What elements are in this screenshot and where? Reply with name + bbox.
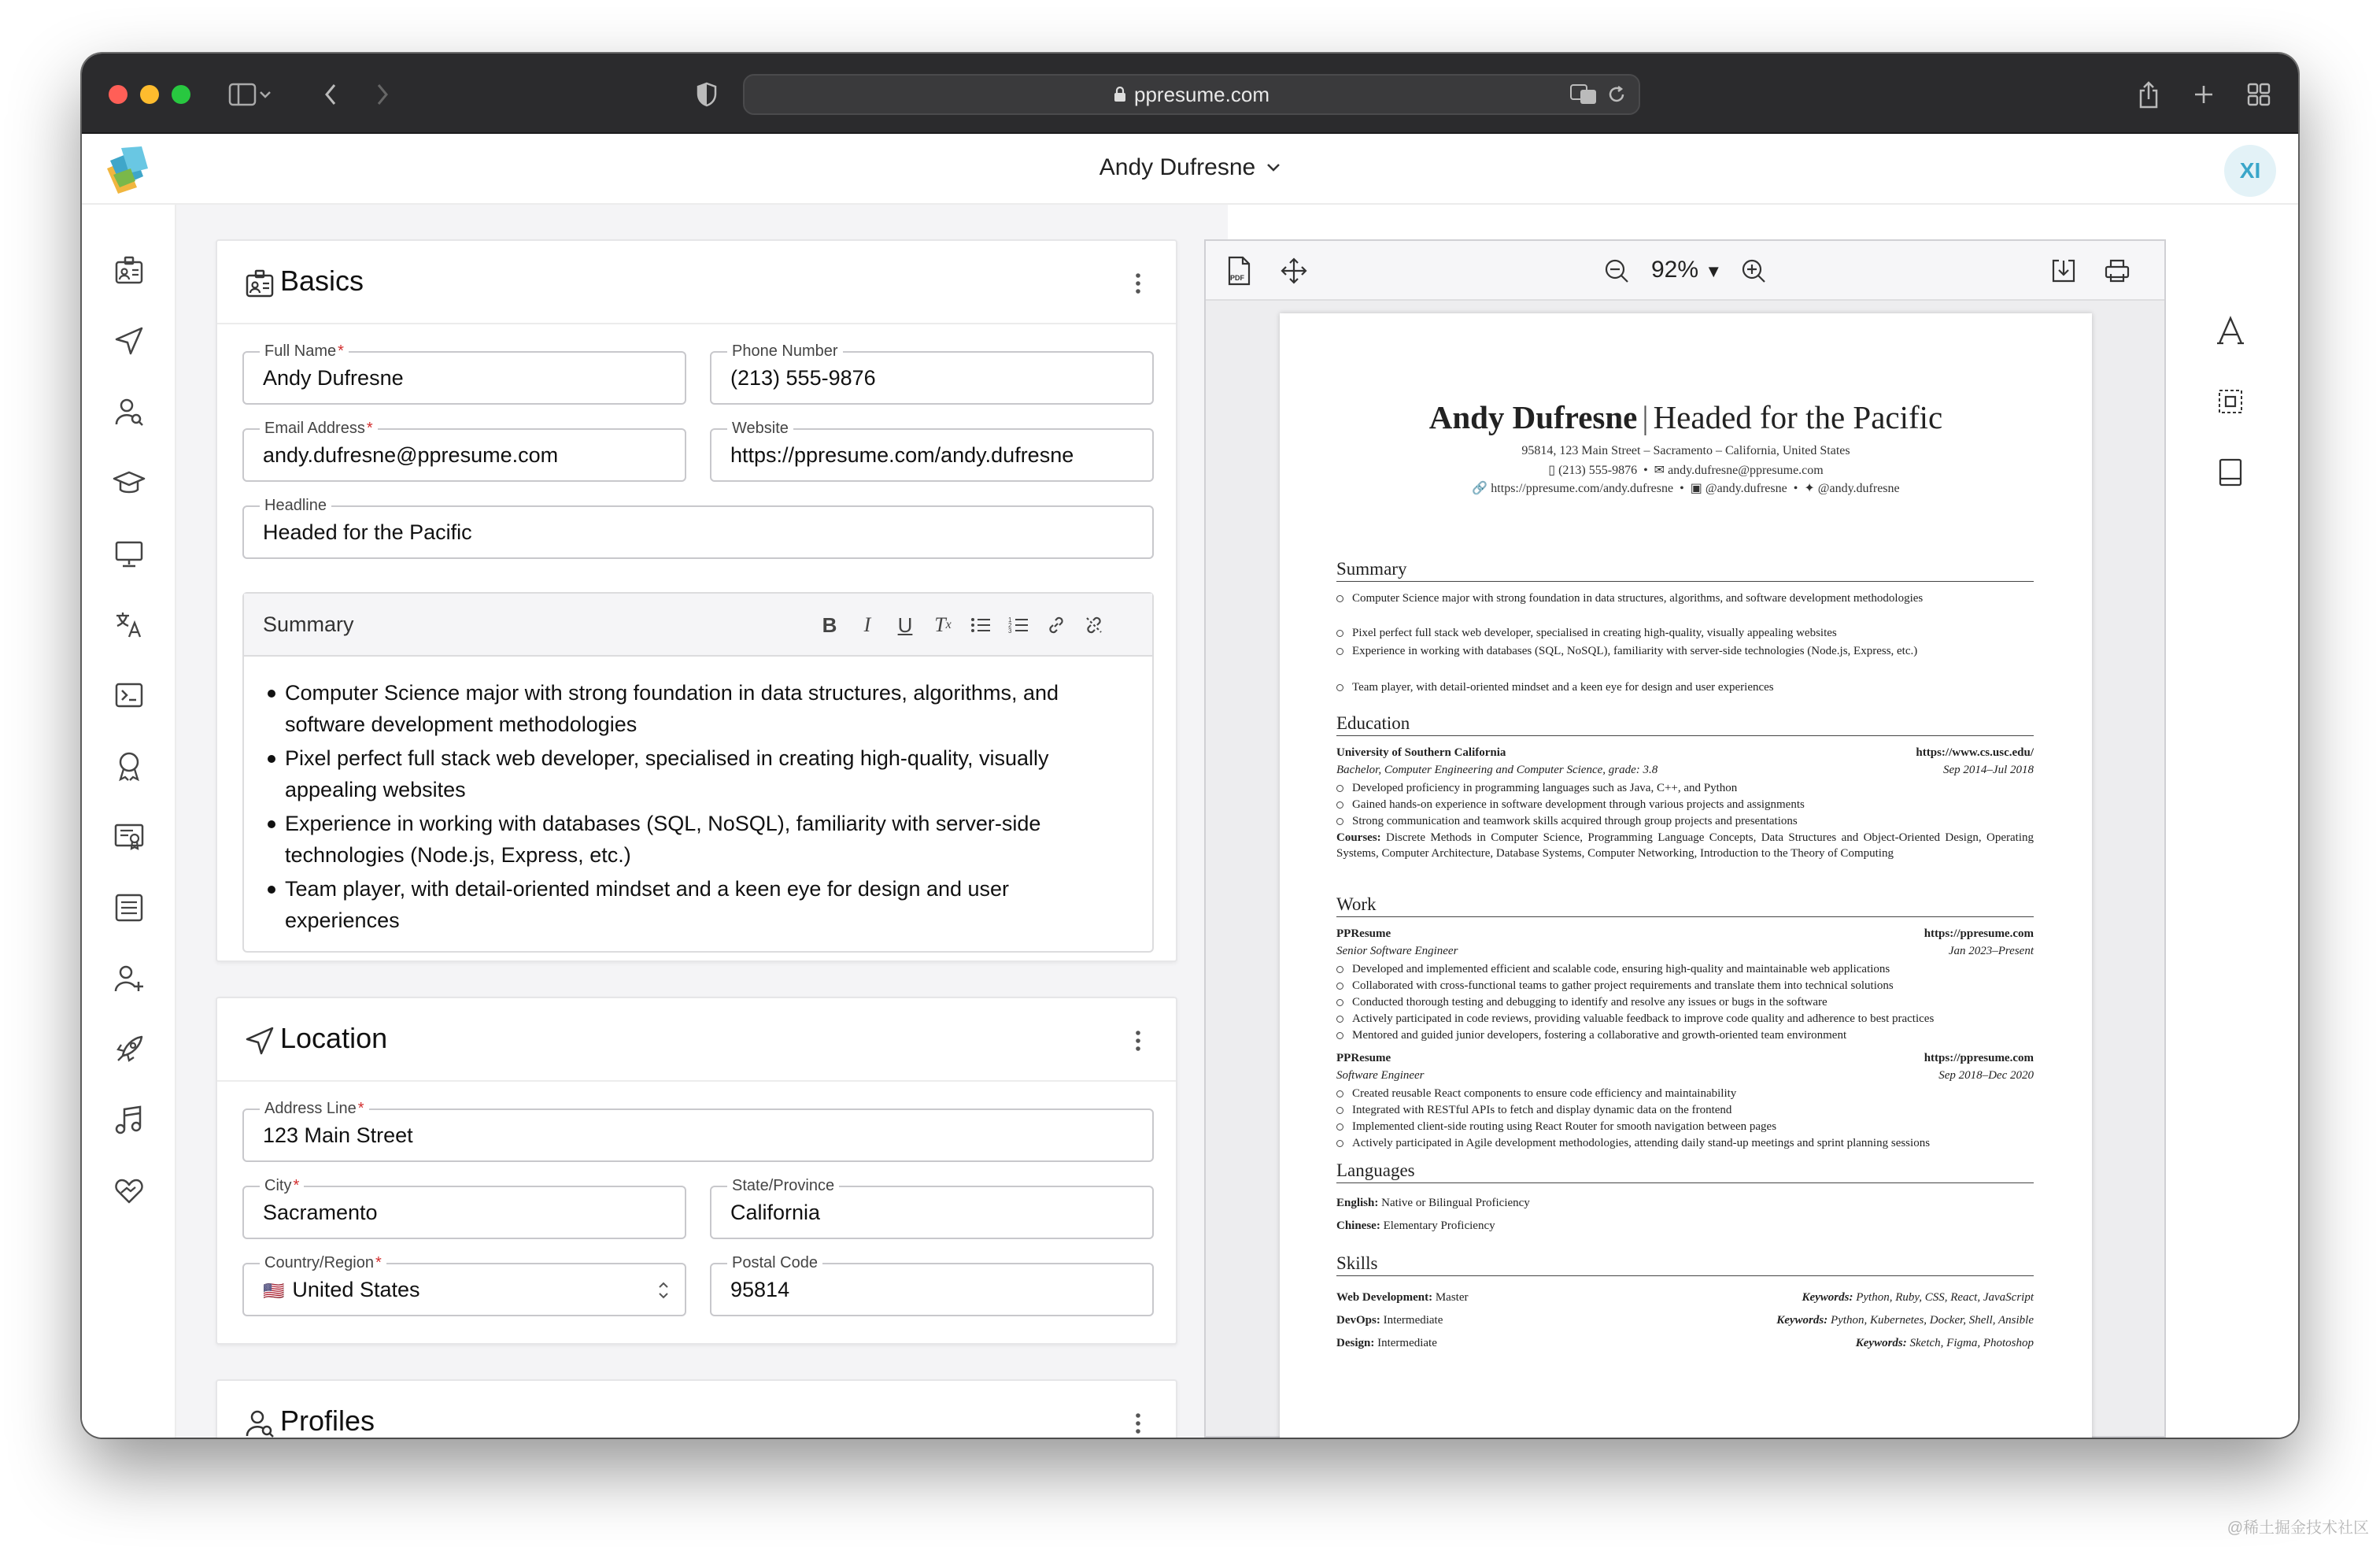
card-title: Location (280, 1022, 388, 1054)
share-icon[interactable] (2128, 74, 2169, 115)
resume-bullet: Integrated with RESTful APIs to fetch and display dynamic data on the frontend (1336, 1102, 2034, 1119)
skill-name: Design: (1336, 1337, 1375, 1349)
minimize-window-button[interactable] (140, 85, 159, 104)
link-icon[interactable] (1042, 611, 1070, 639)
template-icon[interactable] (2210, 452, 2251, 493)
country-value: United States (292, 1278, 420, 1301)
summary-label: Summary (263, 613, 354, 636)
language-level: Native or Bilingual Proficiency (1381, 1197, 1530, 1209)
skill-keywords: Python, Kubernetes, Docker, Shell, Ansible (1830, 1314, 2034, 1327)
chevron-down-icon[interactable] (253, 74, 277, 115)
skill-keywords: Python, Ruby, CSS, React, JavaScript (1856, 1291, 2034, 1304)
resume-section-title: Education (1336, 713, 2034, 736)
full-name-field[interactable]: Full Name * Andy Dufresne (242, 351, 686, 405)
postal-code-field[interactable] (710, 1254, 1154, 1316)
field-value: https://ppresume.com/andy.dufresne (730, 443, 1074, 467)
languages-icon[interactable] (111, 606, 147, 642)
github-icon: ▣ (1690, 482, 1702, 495)
education-icon[interactable] (111, 464, 147, 501)
resume-page (1280, 313, 2092, 1438)
awards-icon[interactable] (111, 748, 147, 784)
reload-icon[interactable] (1601, 79, 1632, 110)
resume-bullet: Team player, with detail-oriented mindset and a keen eye for design and user experiences (1336, 679, 2034, 696)
basics-icon (244, 268, 275, 299)
unlink-icon[interactable] (1080, 611, 1108, 639)
clear-format-icon[interactable]: T x (934, 613, 952, 636)
headline-field[interactable] (242, 497, 1154, 559)
edu-url: https://www.cs.usc.edu/ (1916, 746, 2034, 759)
keywords-label: Keywords: (1855, 1337, 1907, 1349)
summary-item: Pixel perfect full stack web developer, specialised in creating high-quality, visually appealing websites (268, 742, 1121, 805)
skill-level: Intermediate (1377, 1337, 1437, 1349)
privacy-shield-icon[interactable] (686, 74, 727, 115)
resume-contact-line: ▯ (213) 555-9876 • ✉ andy.dufresne@ppresume.com (1548, 464, 1824, 477)
resume-bullet: Computer Science major with strong foundation in data structures, algorithms, and software development methodologies (1336, 590, 2034, 607)
address-bar[interactable] (743, 74, 1640, 115)
translate-icon[interactable] (1568, 79, 1599, 110)
resume-name: Andy Dufresne (1428, 399, 1638, 435)
resume-section-title: Summary (1336, 559, 2034, 582)
profiles-icon[interactable] (111, 394, 147, 430)
language-name: Chinese: (1336, 1219, 1380, 1232)
field-label: State/Province (727, 1176, 839, 1195)
field-label: Phone Number (727, 342, 843, 361)
field-label: Full Name (264, 342, 337, 360)
edu-dates: Sep 2014–Jul 2018 (1943, 764, 2034, 776)
twitter-icon: ✦ (1804, 482, 1815, 495)
pdf-preview (1204, 239, 2166, 1438)
resume-courses (1336, 830, 2034, 861)
zoom-out-icon[interactable] (1599, 254, 1634, 288)
phone-icon: ▯ (1548, 464, 1556, 477)
resume-section-title: Languages (1336, 1160, 2034, 1183)
new-tab-icon[interactable] (2183, 74, 2224, 115)
underline-icon[interactable]: U (897, 613, 913, 637)
courses-text: Discrete Methods in Computer Science, Programming Language Concepts, Data Structures and Object-Oriented Design, Operating Systems, Computer Architecture, Database Systems, Computer Networking, Introduction to the Theory of Computing (1336, 831, 2034, 860)
keywords-label: Keywords: (1802, 1291, 1853, 1304)
bold-icon[interactable]: B (822, 613, 837, 637)
zoom-in-icon[interactable] (1736, 254, 1771, 288)
resume-phone: (213) 555-9876 (1558, 464, 1638, 477)
resume-headline: Headed for the Pacific (1653, 399, 1943, 435)
courses-label: Courses: (1336, 831, 1381, 844)
location-icon[interactable] (111, 323, 147, 359)
field-value: Headed for the Pacific (263, 520, 472, 544)
watermark: @稀土掘金技术社区 (2227, 1519, 2369, 1537)
city-field[interactable]: City * Sacramento (242, 1186, 686, 1239)
summary-item: Experience in working with databases (SQL, NoSQL), familiarity with server-side technologies (Node.js, Express, etc.) (268, 808, 1121, 871)
resume-section-title: Work (1336, 894, 2034, 917)
skill-level: Master (1435, 1291, 1469, 1304)
field-label: Website (727, 419, 793, 438)
field-value: 95814 (730, 1278, 790, 1301)
resume-bullet: Pixel perfect full stack web developer, specialised in creating high-quality, visually appealing websites (1336, 625, 2034, 642)
zoom-window-button[interactable] (172, 85, 190, 104)
summary-toolbar (244, 594, 1152, 657)
edu-school: University of Southern California (1336, 746, 1506, 759)
resume-edu-row (1336, 762, 2034, 778)
state-field[interactable] (710, 1177, 1154, 1239)
resume-work-row (1336, 943, 2034, 959)
work-icon[interactable] (111, 535, 147, 572)
resume-bullet: Developed and implemented efficient and scalable code, ensuring high-quality and maintainable web applications (1336, 961, 2034, 978)
resume-skill-row (1336, 1290, 2034, 1305)
pdf-label: PDF (1230, 274, 1244, 282)
resume-work-row (1336, 1050, 2034, 1066)
resume-email: andy.dufresne@ppresume.com (1668, 464, 1824, 477)
resume-bullet: Conducted thorough testing and debugging to identify and resolve any issues or bugs in the software (1336, 994, 2034, 1011)
resume-bullet: Mentored and guided junior developers, fostering a collaborative and growth-oriented team environment (1336, 1027, 2034, 1044)
select-updown-icon (658, 1280, 669, 1301)
summary-editor[interactable] (242, 592, 1154, 953)
location-icon (244, 1025, 275, 1057)
field-label: Country/Region (264, 1254, 374, 1271)
italic-icon[interactable]: I (863, 613, 871, 636)
editor-panel (176, 205, 1228, 1438)
basics-icon[interactable] (111, 252, 147, 288)
resume-name: Andy Dufresne (1099, 154, 1256, 180)
pdf-file-icon[interactable] (1221, 254, 1256, 288)
resume-profile: @andy.dufresne (1705, 482, 1787, 495)
summary-list (244, 657, 1152, 936)
user-avatar[interactable]: XI (2224, 145, 2276, 197)
chevron-down-icon (1266, 163, 1281, 172)
more-options-icon[interactable] (1135, 1412, 1141, 1434)
card-title: Profiles (280, 1405, 375, 1437)
zoom-value: 92% (1651, 257, 1699, 283)
resume-language-row (1336, 1218, 2034, 1234)
resume-bullet: Created reusable React components to ensure code efficiency and maintainability (1336, 1086, 2034, 1102)
email-field[interactable]: Email Address * andy.dufresne@ppresume.com (242, 428, 686, 482)
resume-skill-row (1336, 1312, 2034, 1328)
bullet-list-icon[interactable] (966, 611, 995, 639)
svg-text:3: 3 (1008, 627, 1012, 635)
tab-overview-icon[interactable] (2238, 74, 2279, 115)
resume-bullet: Collaborated with cross-functional teams to gather project requirements and translate them into technical solutions (1336, 978, 2034, 994)
interests-icon[interactable] (111, 1102, 147, 1138)
card-title: Basics (280, 265, 364, 297)
resume-bullet: Gained hands-on experience in software development through various projects and assignments (1336, 797, 2034, 813)
settings-rail (2166, 205, 2298, 1438)
address-field[interactable]: Address Line * 123 Main Street (242, 1108, 1154, 1162)
link-icon: 🔗 (1472, 482, 1488, 495)
resume-website: https://ppresume.com/andy.dufresne (1491, 482, 1674, 495)
us-flag-icon: 🇺🇸 (263, 1281, 285, 1301)
resume-profile: @andy.dufresne (1817, 482, 1900, 495)
work-role: Software Engineer (1336, 1069, 1425, 1082)
email-icon: ✉ (1654, 464, 1665, 477)
keywords-label: Keywords: (1776, 1314, 1828, 1327)
download-icon[interactable] (2046, 254, 2081, 288)
print-icon[interactable] (2100, 254, 2134, 288)
field-value (263, 1278, 420, 1302)
field-value: (213) 555-9876 (730, 366, 876, 390)
resume-bullet: Implemented client-side routing using React Router for smooth navigation between pages (1336, 1119, 2034, 1135)
location-card (216, 997, 1177, 1345)
skill-level: Intermediate (1383, 1314, 1443, 1327)
resume-links-line: 🔗 https://ppresume.com/andy.dufresne • ▣ @andy.dufresne • ✦ @andy.dufresne (1472, 482, 1900, 495)
skills-icon[interactable] (111, 677, 147, 713)
resume-bullet: Strong communication and teamwork skills acquired through group projects and presentations (1336, 813, 2034, 830)
field-value: andy.dufresne@ppresume.com (263, 443, 559, 467)
lock-icon (1114, 87, 1126, 102)
field-label: Address Line (264, 1100, 357, 1117)
resume-switcher[interactable] (82, 154, 2298, 181)
svg-text:1: 1 (1008, 616, 1012, 624)
edu-degree: Bachelor, Computer Engineering and Computer Science, grade: 3.8 (1336, 764, 1658, 776)
skill-name: Web Development: (1336, 1291, 1433, 1304)
caret-down-icon: ▼ (1705, 261, 1723, 281)
summary-item: Team player, with detail-oriented mindset and a keen eye for design and user experiences (268, 873, 1121, 936)
layout-icon[interactable] (2210, 381, 2251, 422)
close-window-button[interactable] (109, 85, 128, 104)
move-icon[interactable] (1277, 254, 1311, 288)
basics-card (216, 239, 1177, 962)
browser-window (82, 54, 2298, 1438)
work-company: PPResume (1336, 927, 1391, 940)
field-label: Postal Code (727, 1253, 822, 1272)
language-name: English: (1336, 1197, 1379, 1209)
field-value: California (730, 1201, 821, 1224)
url-text: ppresume.com (1134, 82, 1269, 106)
field-value: Sacramento (263, 1201, 378, 1224)
resume-bullet: Experience in working with databases (SQL, NoSQL), familiarity with server-side technologies (Node.js, Express, etc.) (1336, 643, 2034, 660)
website-field[interactable] (710, 420, 1154, 482)
field-value: 123 Main Street (263, 1123, 413, 1147)
skill-name: DevOps: (1336, 1314, 1380, 1327)
numbered-list-icon[interactable] (1004, 611, 1033, 639)
language-level: Elementary Proficiency (1383, 1219, 1495, 1232)
resume-section-title: Skills (1336, 1253, 2034, 1276)
resume-edu-row (1336, 745, 2034, 761)
field-label: Email Address (264, 420, 365, 437)
resume-address: 95814, 123 Main Street – Sacramento – California, United States (1521, 444, 1850, 457)
resume-bullet: Developed proficiency in programming languages such as Java, C++, and Python (1336, 780, 2034, 797)
work-company: PPResume (1336, 1052, 1391, 1064)
field-label: City (264, 1177, 292, 1194)
skill-keywords: Sketch, Figma, Photoshop (1909, 1337, 2034, 1349)
back-icon[interactable] (310, 74, 351, 115)
more-options-icon[interactable] (1135, 272, 1141, 294)
resume-language-row (1336, 1195, 2034, 1211)
resume-bullet: Actively participated in Agile development methodologies, attending daily stand-up meetings and sprint planning sessions (1336, 1135, 2034, 1152)
work-url: https://ppresume.com (1924, 1052, 2034, 1064)
preview-toolbar (1206, 241, 2164, 301)
resume-work-row (1336, 926, 2034, 942)
summary-item: Computer Science major with strong foundation in data structures, algorithms, and software development methodologies (268, 677, 1121, 740)
forward-icon[interactable] (362, 74, 403, 115)
profiles-icon (244, 1408, 275, 1438)
field-value: Andy Dufresne (263, 366, 404, 390)
references-icon[interactable] (111, 960, 147, 997)
country-select[interactable]: Country/Region * 🇺🇸 United States (242, 1263, 686, 1316)
svg-text:2: 2 (1008, 622, 1012, 629)
field-label: Headline (260, 496, 331, 515)
resume-work-row (1336, 1068, 2034, 1083)
section-sidebar (82, 205, 176, 1438)
publications-icon[interactable] (111, 890, 147, 926)
browser-toolbar (82, 54, 2298, 134)
typography-icon[interactable] (2210, 310, 2251, 351)
work-dates: Sep 2018–Dec 2020 (1938, 1069, 2034, 1082)
work-url: https://ppresume.com (1924, 927, 2034, 940)
work-dates: Jan 2023–Present (1948, 945, 2034, 957)
resume-skill-row (1336, 1335, 2034, 1351)
certificates-icon[interactable] (111, 819, 147, 855)
resume-header-name: Andy Dufresne | Headed for the Pacific (1428, 399, 1943, 435)
work-role: Senior Software Engineer (1336, 945, 1458, 957)
profiles-card (216, 1379, 1177, 1438)
app-header (82, 134, 2298, 205)
resume-bullet: Actively participated in code reviews, providing valuable feedback to improve code quality and adherence to best practices (1336, 1011, 2034, 1027)
phone-field[interactable] (710, 342, 1154, 405)
projects-icon[interactable] (111, 1031, 147, 1068)
more-options-icon[interactable] (1135, 1030, 1141, 1052)
zoom-select[interactable] (1651, 257, 1722, 283)
volunteer-icon[interactable] (111, 1173, 147, 1209)
